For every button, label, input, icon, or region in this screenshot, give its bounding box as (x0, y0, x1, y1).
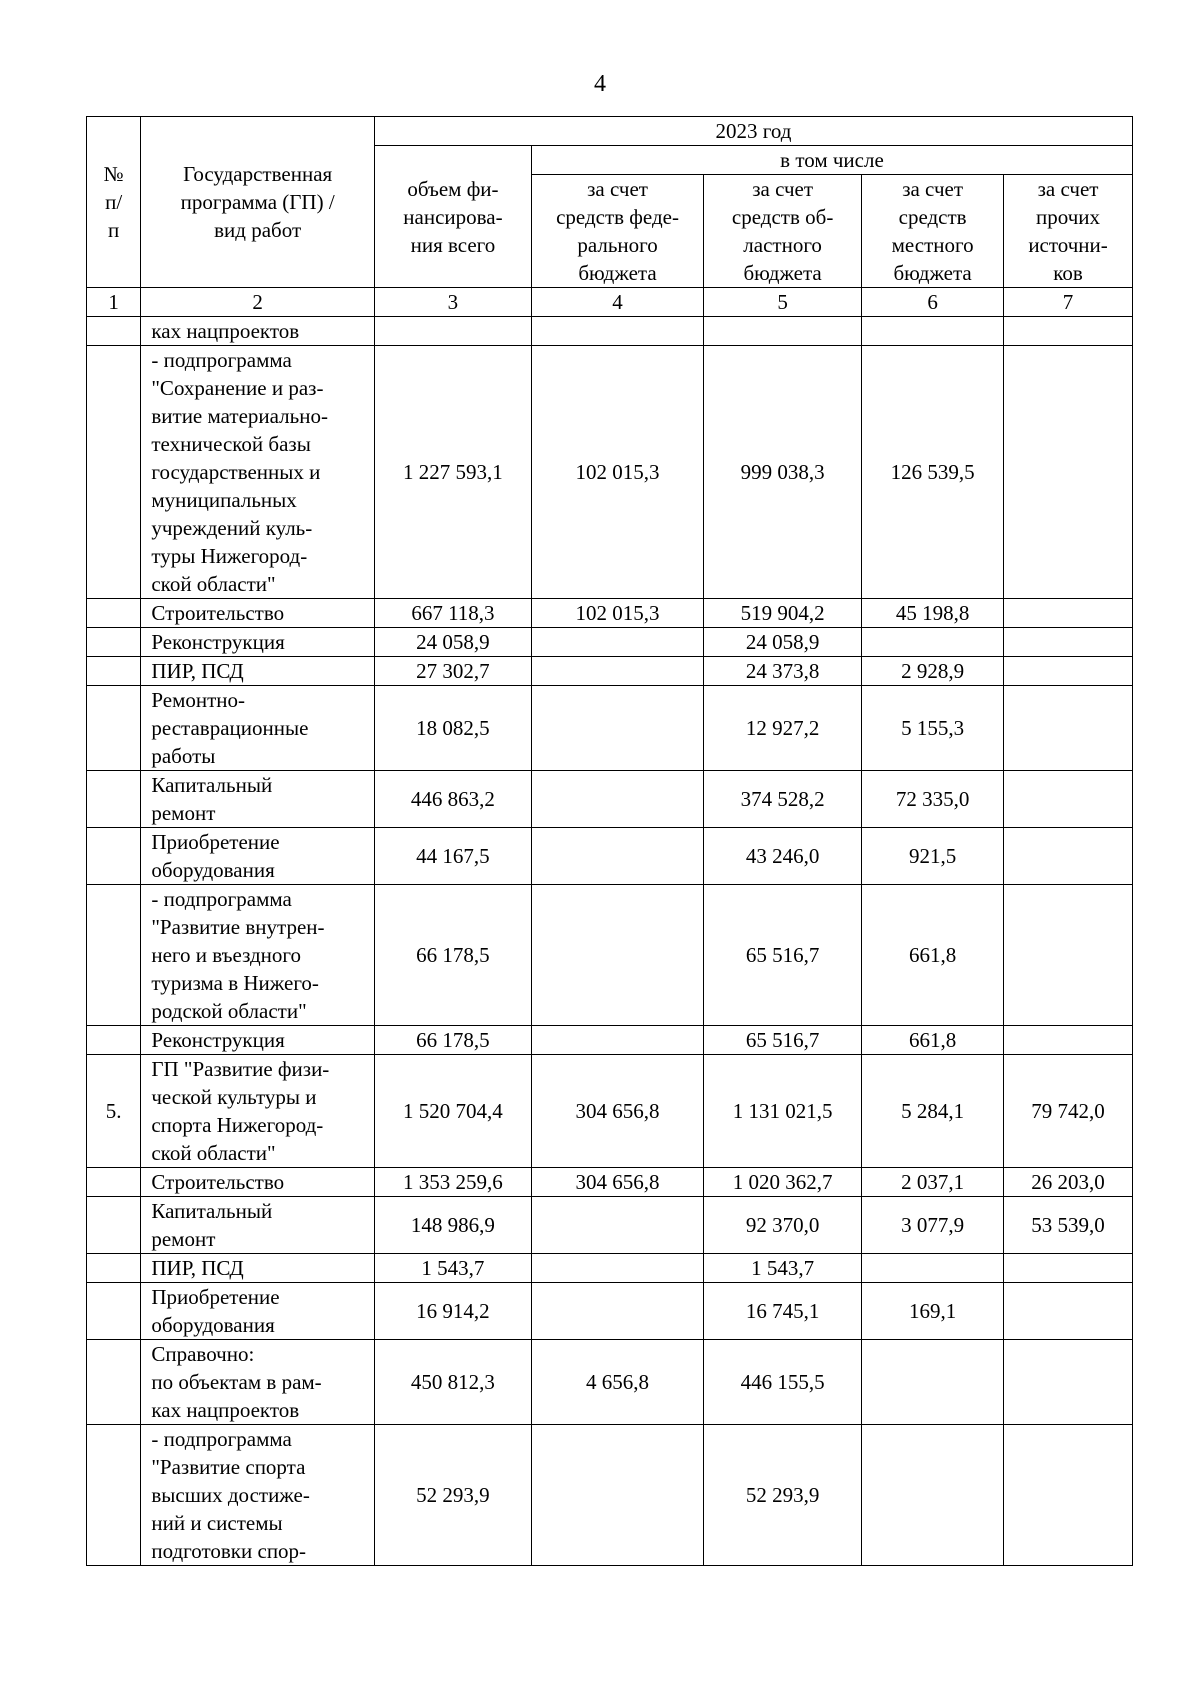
cell-no (87, 346, 141, 599)
cell-regional: 24 373,8 (704, 657, 862, 686)
cell-regional: 1 131 021,5 (704, 1055, 862, 1168)
cell-other: 79 742,0 (1004, 1055, 1133, 1168)
cell-local (862, 1254, 1004, 1283)
cell-local: 921,5 (862, 828, 1004, 885)
cell-other (1004, 657, 1133, 686)
cell-local: 72 335,0 (862, 771, 1004, 828)
cell-no (87, 657, 141, 686)
table-header (87, 117, 1133, 317)
cell-regional: 43 246,0 (704, 828, 862, 885)
cell-local: 661,8 (862, 1026, 1004, 1055)
cell-total: 44 167,5 (374, 828, 531, 885)
table-row (87, 686, 1133, 771)
header-col-total: объем фи- нансирова- ния всего (374, 146, 531, 288)
cell-program-name: ГП "Развитие физи- ческой культуры и спорта Нижегород- ской области" (141, 1055, 375, 1168)
cell-federal: 102 015,3 (531, 599, 703, 628)
table-row (87, 885, 1133, 1026)
cell-other (1004, 1283, 1133, 1340)
cell-federal (531, 1425, 703, 1566)
column-number: 5 (704, 288, 862, 317)
cell-program-name: ПИР, ПСД (141, 657, 375, 686)
cell-total: 18 082,5 (374, 686, 531, 771)
table-row (87, 1425, 1133, 1566)
cell-program-name: Справочно: по объектам в рам- ках нацпроектов (141, 1340, 375, 1425)
cell-other (1004, 599, 1133, 628)
cell-regional: 52 293,9 (704, 1425, 862, 1566)
cell-total: 16 914,2 (374, 1283, 531, 1340)
column-number: 4 (531, 288, 703, 317)
cell-no (87, 317, 141, 346)
cell-total (374, 317, 531, 346)
cell-no (87, 1283, 141, 1340)
cell-regional: 65 516,7 (704, 885, 862, 1026)
cell-no (87, 1197, 141, 1254)
header-col-other: за счет прочих источни- ков (1004, 175, 1133, 288)
cell-federal (531, 828, 703, 885)
header-col-local: за счет средств местного бюджета (862, 175, 1004, 288)
table-row (87, 1026, 1133, 1055)
cell-local (862, 317, 1004, 346)
cell-total: 1 520 704,4 (374, 1055, 531, 1168)
column-number: 6 (862, 288, 1004, 317)
cell-program-name: Реконструкция (141, 1026, 375, 1055)
cell-total: 1 353 259,6 (374, 1168, 531, 1197)
cell-total: 1 543,7 (374, 1254, 531, 1283)
cell-federal (531, 1254, 703, 1283)
cell-local: 2 037,1 (862, 1168, 1004, 1197)
cell-regional: 16 745,1 (704, 1283, 862, 1340)
cell-no (87, 686, 141, 771)
cell-no: 5. (87, 1055, 141, 1168)
cell-program-name: Капитальный ремонт (141, 1197, 375, 1254)
cell-federal (531, 1283, 703, 1340)
table-row (87, 317, 1133, 346)
cell-regional: 24 058,9 (704, 628, 862, 657)
cell-other (1004, 771, 1133, 828)
cell-local: 3 077,9 (862, 1197, 1004, 1254)
cell-local (862, 1425, 1004, 1566)
table-row (87, 771, 1133, 828)
cell-total: 66 178,5 (374, 1026, 531, 1055)
column-number: 2 (141, 288, 375, 317)
header-col-regional: за счет средств об- ластного бюджета (704, 175, 862, 288)
cell-program-name: Строительство (141, 1168, 375, 1197)
cell-regional: 999 038,3 (704, 346, 862, 599)
cell-total: 52 293,9 (374, 1425, 531, 1566)
cell-program-name: ПИР, ПСД (141, 1254, 375, 1283)
header-col-federal: за счет средств феде- рального бюджета (531, 175, 703, 288)
cell-total: 667 118,3 (374, 599, 531, 628)
cell-program-name: - подпрограмма "Сохранение и раз- витие материально- технической базы государственных и муниципальных учреждений куль- туры Нижегород- ской области" (141, 346, 375, 599)
table-row (87, 628, 1133, 657)
cell-no (87, 1026, 141, 1055)
table-row (87, 346, 1133, 599)
column-number: 7 (1004, 288, 1133, 317)
cell-total: 27 302,7 (374, 657, 531, 686)
cell-total: 1 227 593,1 (374, 346, 531, 599)
table-row (87, 1340, 1133, 1425)
cell-other (1004, 1340, 1133, 1425)
cell-no (87, 628, 141, 657)
cell-regional: 1 020 362,7 (704, 1168, 862, 1197)
cell-program-name: Капитальный ремонт (141, 771, 375, 828)
cell-regional: 92 370,0 (704, 1197, 862, 1254)
cell-federal: 304 656,8 (531, 1055, 703, 1168)
cell-other: 53 539,0 (1004, 1197, 1133, 1254)
cell-total: 450 812,3 (374, 1340, 531, 1425)
cell-no (87, 1168, 141, 1197)
table-row (87, 1055, 1133, 1168)
cell-regional: 446 155,5 (704, 1340, 862, 1425)
cell-other (1004, 1254, 1133, 1283)
cell-total: 24 058,9 (374, 628, 531, 657)
cell-federal (531, 1026, 703, 1055)
cell-program-name: Ремонтно- реставрационные работы (141, 686, 375, 771)
table-row (87, 599, 1133, 628)
cell-program-name: ках нацпроектов (141, 317, 375, 346)
budget-table (86, 116, 1133, 1566)
cell-federal (531, 885, 703, 1026)
cell-other (1004, 686, 1133, 771)
cell-federal (531, 686, 703, 771)
table-row (87, 1283, 1133, 1340)
cell-local (862, 1340, 1004, 1425)
cell-local: 2 928,9 (862, 657, 1004, 686)
cell-other: 26 203,0 (1004, 1168, 1133, 1197)
cell-federal (531, 317, 703, 346)
table-row (87, 1197, 1133, 1254)
header-col-no: № п/ п (87, 117, 141, 288)
table-row (87, 1168, 1133, 1197)
cell-regional: 374 528,2 (704, 771, 862, 828)
cell-federal: 102 015,3 (531, 346, 703, 599)
cell-no (87, 1425, 141, 1566)
cell-program-name: - подпрограмма "Развитие внутрен- него и въездного туризма в Нижего- родской области" (141, 885, 375, 1026)
cell-local (862, 628, 1004, 657)
header-year: 2023 год (374, 117, 1132, 146)
page-number: 4 (594, 71, 606, 97)
cell-regional: 519 904,2 (704, 599, 862, 628)
table-row (87, 657, 1133, 686)
table-row (87, 828, 1133, 885)
cell-program-name: Строительство (141, 599, 375, 628)
cell-program-name: - подпрограмма "Развитие спорта высших достиже- ний и системы подготовки спор- (141, 1425, 375, 1566)
cell-regional: 1 543,7 (704, 1254, 862, 1283)
cell-local: 45 198,8 (862, 599, 1004, 628)
cell-other (1004, 828, 1133, 885)
cell-other (1004, 1026, 1133, 1055)
column-number: 3 (374, 288, 531, 317)
table-body (87, 317, 1133, 1566)
cell-regional (704, 317, 862, 346)
cell-local: 126 539,5 (862, 346, 1004, 599)
table-row (87, 1254, 1133, 1283)
cell-federal (531, 1197, 703, 1254)
cell-local: 5 284,1 (862, 1055, 1004, 1168)
cell-no (87, 828, 141, 885)
cell-program-name: Приобретение оборудования (141, 1283, 375, 1340)
header-including: в том числе (531, 146, 1132, 175)
cell-other (1004, 628, 1133, 657)
cell-program-name: Приобретение оборудования (141, 828, 375, 885)
cell-program-name: Реконструкция (141, 628, 375, 657)
cell-local: 169,1 (862, 1283, 1004, 1340)
cell-federal (531, 628, 703, 657)
cell-regional: 65 516,7 (704, 1026, 862, 1055)
cell-total: 66 178,5 (374, 885, 531, 1026)
cell-other (1004, 346, 1133, 599)
column-number: 1 (87, 288, 141, 317)
cell-federal (531, 771, 703, 828)
cell-regional: 12 927,2 (704, 686, 862, 771)
cell-no (87, 1254, 141, 1283)
cell-no (87, 771, 141, 828)
cell-total: 446 863,2 (374, 771, 531, 828)
cell-no (87, 885, 141, 1026)
cell-other (1004, 317, 1133, 346)
cell-federal (531, 657, 703, 686)
cell-total: 148 986,9 (374, 1197, 531, 1254)
cell-no (87, 599, 141, 628)
cell-federal: 4 656,8 (531, 1340, 703, 1425)
cell-federal: 304 656,8 (531, 1168, 703, 1197)
cell-local: 5 155,3 (862, 686, 1004, 771)
cell-other (1004, 1425, 1133, 1566)
cell-local: 661,8 (862, 885, 1004, 1026)
cell-other (1004, 885, 1133, 1026)
header-col-program: Государственная программа (ГП) / вид работ (141, 117, 375, 288)
column-numbers-row (87, 288, 1133, 317)
cell-no (87, 1340, 141, 1425)
